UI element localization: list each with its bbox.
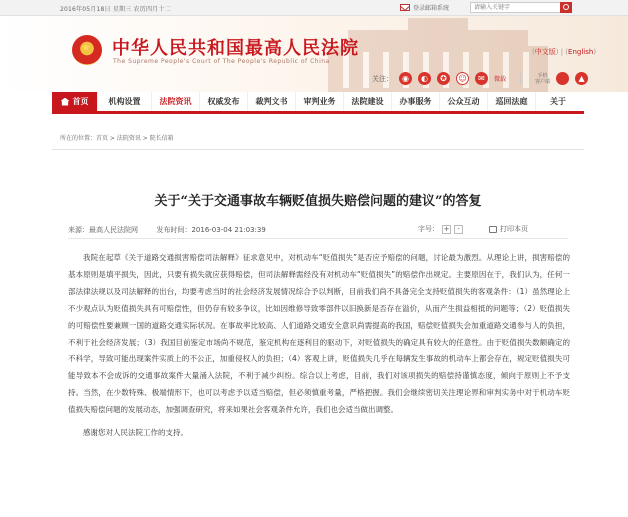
wechat-icon[interactable]: ☺: [456, 72, 469, 85]
article-paragraph: 我院在起草《关于道路交通损害赔偿司法解释》征求意见中，对机动车“贬值损失”是否应予赔偿的问题，讨论最为激烈。从理论上讲，损害赔偿的基本原则是填平损失，因此，只要有损失就应获得赔偿，但司法解释需经没有对机动车“贬值损失”的赔偿作出规定。主要原因在于，我们认为，任何一部法律法规以及司法解释的出台，均要考虑当时的社会经济发展情况综合予以判断，目前我们尚不具备完全支持贬值损失的客观条件：（1）虽然理论上不少观点认为贬值损失具有可赔偿性，但仍存有较多争议，比如因维修导致零部件以旧换新是否存在溢价，从而产生损益相抵的问题等；（2）贬值损失的可赔偿性要兼顾一国的道路交通实际状况。在事故率比较高、人们道路交通安全意识尚需提高的我国，赔偿贬值损失会加重道路交通参与人的负担，不利于社会经济发展；（3）我国目前鉴定市场尚不规范，鉴定机构在逐利目的驱动下，对贬值损失的确定具有较大的任意性。由于贬值损失数额确定的不科学，导致可能出现案件实质上的不公正，加重侵权人的负担；（4）客观上讲，贬值损失几乎在每辆发生事故的机动车上都会存在，规定贬值损失可能导致本不会成诉的交通事故案件大量涌入法院，不利于减少纠纷。综合以上考虑，目前，我们对该项损失的赔偿持谨慎态度，倾向于原则上不予支持。当然，在少数特殊、极端情形下，也可以考虑予以适当赔偿，但必须慎重考量，严格把握。我们会继续密切关注理论界和审判实务中对于机动车贬值损失赔偿问题的发展动态，加强调查研究，将来如果社会客观条件允许，我们也会适当做出调整。: [68, 253, 570, 415]
print-label: 打印本页: [500, 225, 528, 233]
nav-item-trial-business[interactable]: 审判业务: [296, 92, 344, 111]
mobile-label-2: 客户端: [535, 78, 551, 85]
article-published: 发布时间：2016-03-04 21:03:39: [156, 226, 266, 234]
meta-divider: [68, 238, 568, 239]
site-header: [0, 16, 628, 92]
nav-item-court-news[interactable]: 法院资讯: [152, 92, 200, 111]
article-meta: [68, 225, 266, 235]
font-increase-button[interactable]: +: [443, 224, 450, 233]
nav-item-about[interactable]: 关于: [550, 97, 566, 106]
news-label[interactable]: 微载: [494, 76, 507, 83]
main-nav: [52, 92, 584, 114]
top-bar: [0, 0, 628, 16]
article-body: [68, 250, 570, 442]
nav-item-interaction[interactable]: 公众互动: [440, 92, 488, 111]
breadcrumb: 所在的位置：首页 > 法院资讯 > 院长信箱: [60, 135, 174, 142]
mobile-label-1: 手机: [537, 72, 548, 79]
mail-login-label: 登录邮箱系统: [413, 5, 450, 12]
search-input[interactable]: [470, 2, 562, 13]
mobile-client-link[interactable]: [535, 73, 550, 85]
follow-divider: [520, 73, 521, 85]
nav-item-organization[interactable]: 机构设置: [98, 92, 152, 111]
apple-icon[interactable]: [556, 72, 569, 85]
tencent-weibo-icon[interactable]: ◐: [418, 72, 431, 85]
follow-bar: [372, 72, 588, 85]
national-emblem-logo[interactable]: [72, 35, 102, 65]
search-button[interactable]: [560, 2, 572, 13]
font-decrease-button[interactable]: -: [454, 225, 463, 234]
envelope-icon: [400, 4, 410, 11]
nav-item-home[interactable]: [52, 92, 98, 111]
people-weibo-icon[interactable]: ✪: [437, 72, 450, 85]
home-icon: [61, 98, 70, 106]
site-title[interactable]: 中华人民共和国最高人民法院: [112, 38, 359, 59]
font-size-label: 字号：: [418, 225, 439, 233]
lang-chinese-link[interactable]: 中文版: [534, 48, 556, 56]
article-title: 关于“关于交通事故车辆贬值损失赔偿问题的建议”的答复: [154, 194, 482, 209]
news-client-icon[interactable]: ✉: [475, 72, 488, 85]
printer-icon: [489, 226, 497, 233]
article-paragraph: 感谢您对人民法院工作的支持。: [83, 428, 188, 438]
mail-login-link[interactable]: [400, 3, 449, 12]
android-icon[interactable]: ▲: [575, 72, 588, 85]
nav-item-releases[interactable]: 权威发布: [200, 92, 248, 111]
font-size-control: [418, 224, 463, 234]
lang-english-link[interactable]: English: [568, 48, 594, 56]
follow-label: 关注：: [372, 74, 393, 83]
print-page-button[interactable]: [489, 224, 528, 234]
current-date: 2016年05月18日 星期三 农历四月十二: [60, 6, 171, 13]
language-switch: (中文版) | (English): [532, 48, 597, 56]
lang-separator: |: [560, 48, 564, 56]
site-subtitle: The Supreme People's Court of The People's Republic of China: [113, 58, 330, 65]
breadcrumb-divider: [52, 149, 584, 150]
nav-label: 首页: [72, 97, 89, 106]
nav-item-court-building[interactable]: 法院建设: [344, 92, 392, 111]
nav-item-circuit-court[interactable]: 巡回法庭: [488, 92, 536, 111]
weibo-icon[interactable]: ◉: [399, 72, 412, 85]
nav-item-services[interactable]: 办事服务: [392, 92, 440, 111]
nav-item-judgments[interactable]: 裁判文书: [248, 92, 296, 111]
article-source: 来源：最高人民法院网: [68, 226, 138, 234]
